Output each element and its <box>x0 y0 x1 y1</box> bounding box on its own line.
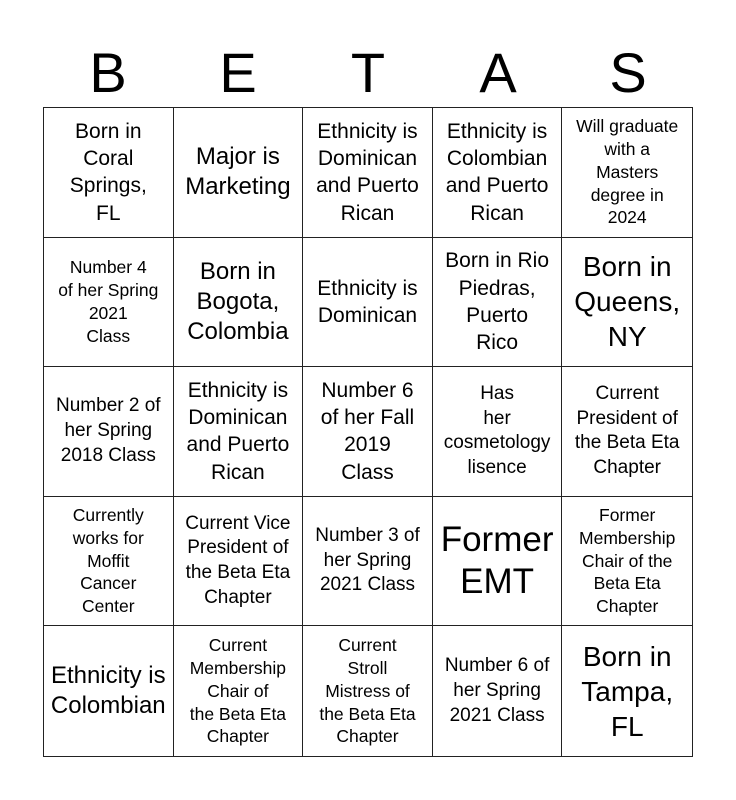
header-letter-e: E <box>219 41 257 104</box>
bingo-cell-r1-c4[interactable] <box>433 108 563 238</box>
bingo-cell-r2-c3[interactable] <box>303 238 433 368</box>
bingo-cell-text: Born in Coral Springs, FL <box>69 119 147 225</box>
bingo-cell-r4-c3[interactable] <box>303 497 433 627</box>
bingo-cell-r3-c3[interactable] <box>303 367 433 497</box>
bingo-cell-text: Ethnicity is Colombian <box>50 662 166 720</box>
bingo-cell-r4-c2[interactable] <box>174 497 304 627</box>
bingo-cell-text: Major is Marketing <box>185 143 291 201</box>
bingo-cell-r5-c3[interactable] <box>303 626 433 756</box>
bingo-cell-text: Current Membership Chair of the Beta Eta Chapter <box>189 635 287 747</box>
bingo-cell-r2-c5[interactable] <box>562 238 692 368</box>
bingo-cell-r4-c4[interactable] <box>433 497 563 627</box>
bingo-cell-r3-c2[interactable] <box>174 367 304 497</box>
bingo-cell-r1-c2[interactable] <box>174 108 304 238</box>
bingo-cell-text: Born in Queens, NY <box>574 251 681 353</box>
bingo-cell-text: Current Stroll Mistress of the Beta Eta Chapter <box>319 635 416 747</box>
bingo-cell-r2-c4[interactable] <box>433 238 563 368</box>
header-letter-b: B <box>89 41 127 104</box>
bingo-cell-r3-c5[interactable] <box>562 367 692 497</box>
bingo-cell-text: Ethnicity is Colombian and Puerto Rican <box>445 119 549 225</box>
bingo-cell-text: Number 2 of her Spring 2018 Class <box>56 395 161 466</box>
bingo-cell-text: Will graduate with a Masters degree in 2024 <box>576 116 679 228</box>
header-letter-a: A <box>479 41 517 104</box>
bingo-cell-text: Number 3 of her Spring 2021 Class <box>315 525 420 596</box>
header-letter-t: T <box>350 41 386 104</box>
bingo-cell-text: Born in Rio Piedras, Puerto Rico <box>445 249 550 355</box>
bingo-cell-r2-c1[interactable] <box>44 238 174 368</box>
bingo-cell-text: Current Vice President of the Beta Eta Chapter <box>185 512 291 608</box>
bingo-cell-text: Currently works for Moffit Cancer Center <box>72 505 144 617</box>
bingo-cell-text: Ethnicity is Dominican <box>317 276 418 327</box>
bingo-cell-text: Number 6 of her Fall 2019 Class <box>320 378 415 484</box>
header-letter-s: S <box>609 41 647 104</box>
bingo-cell-text: Number 4 of her Spring 2021 Class <box>58 257 159 346</box>
bingo-cell-r1-c3[interactable] <box>303 108 433 238</box>
bingo-cell-text: Born in Bogota, Colombia <box>187 257 289 345</box>
bingo-board <box>43 107 693 757</box>
bingo-cell-text: Current President of the Beta Eta Chapter <box>574 383 680 479</box>
bingo-cell-r5-c4[interactable] <box>433 626 563 756</box>
bingo-cell-r1-c5[interactable] <box>562 108 692 238</box>
bingo-cell-r4-c5[interactable] <box>562 497 692 627</box>
bingo-cell-r4-c1[interactable] <box>44 497 174 627</box>
bingo-cell-r1-c1[interactable] <box>44 108 174 238</box>
bingo-cell-text: Number 6 of her Spring 2021 Class <box>444 655 550 726</box>
bingo-cell-r5-c5[interactable] <box>562 626 692 756</box>
bingo-header <box>43 40 693 106</box>
bingo-cell-r5-c1[interactable] <box>44 626 174 756</box>
bingo-cell-text: Ethnicity is Dominican and Puerto Rican <box>186 378 290 484</box>
bingo-cell-text: Ethnicity is Dominican and Puerto Rican <box>316 119 419 225</box>
bingo-cell-r3-c4[interactable] <box>433 367 563 497</box>
bingo-cell-r2-c2[interactable] <box>174 238 304 368</box>
bingo-cell-text: Born in Tampa, FL <box>581 640 674 742</box>
bingo-cell-text: Former EMT <box>440 520 554 602</box>
bingo-cell-text: Former Membership Chair of the Beta Eta Chapter <box>579 505 676 617</box>
bingo-cell-r3-c1[interactable] <box>44 367 174 497</box>
bingo-cell-r5-c2[interactable] <box>174 626 304 756</box>
bingo-cell-text: Has her cosmetology lisence <box>443 383 551 479</box>
